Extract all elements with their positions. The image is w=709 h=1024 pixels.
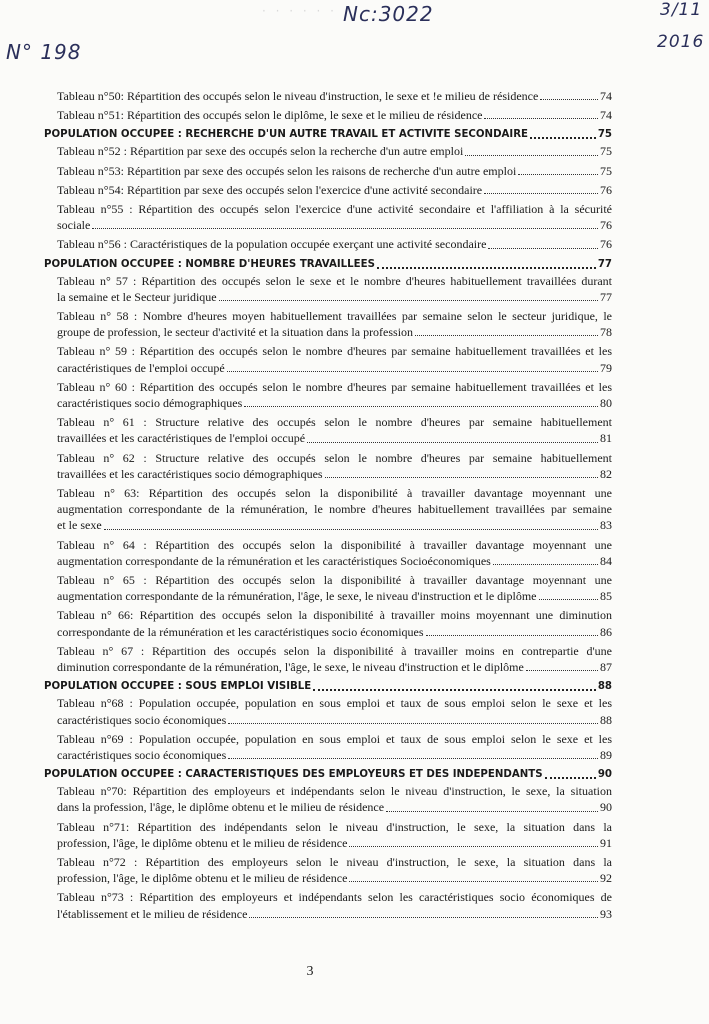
entry-text: caractéristiques socio économiques (57, 712, 227, 727)
entry-page: 80 (600, 396, 612, 411)
entry-page: 91 (600, 835, 612, 850)
toc-entry[interactable] (57, 450, 612, 482)
entry-line: Tableau n° 60 : Répartition des occupés selon le nombre d'heures par semaine habituellement travaillées et les (57, 379, 612, 394)
entry-last-line (57, 217, 612, 233)
entry-text: dans la profession, l'âge, le diplôme obtenu et le milieu de résidence (57, 800, 385, 815)
entry-text: augmentation correspondante de la rémunération et les caractéristiques Socioéconomiques (57, 553, 491, 568)
section-heading (44, 768, 612, 782)
handwritten-year: 2016 (657, 32, 705, 52)
entry-text: Tableau n°54: Répartition par sexe des occupés selon l'exercice d'une activité secondaire (57, 182, 483, 197)
entry-page: 92 (600, 871, 612, 886)
entry-page: 78 (600, 325, 612, 340)
entry-text: Tableau n°50: Répartition des occupés selon le niveau d'instruction, le sexe et !e milieu de résidence (57, 89, 539, 103)
entry-page: 84 (600, 553, 612, 568)
entry-last-line (57, 712, 612, 728)
entry-text: l'établissement et le milieu de résidence (57, 906, 248, 921)
dot-leader (244, 406, 598, 407)
entry-text: travaillées et les caractéristiques de l'emploi occupé (57, 431, 306, 446)
section-heading (44, 128, 612, 142)
section-title: POPULATION OCCUPEE : NOMBRE D'HEURES TRAVAILLEES (44, 258, 375, 270)
entry-text: groupe de profession, le secteur d'activité et la situation dans la profession (57, 325, 414, 340)
page-number: 3 (306, 964, 314, 979)
entry-text: profession, l'âge, le diplôme obtenu et le milieu de résidence (57, 835, 348, 850)
entry-text: profession, l'âge, le diplôme obtenu et le milieu de résidence (57, 871, 348, 886)
toc-entry[interactable] (57, 182, 612, 198)
entry-page: 76 (600, 182, 612, 197)
entry-text: travaillées et les caractéristiques socio démographiques (57, 466, 323, 481)
toc-entry[interactable] (57, 201, 612, 233)
toc-entry[interactable] (57, 695, 612, 727)
dot-leader (545, 777, 596, 779)
entry-line: Tableau n° 63: Répartition des occupés selon la disponibilité à travailler davantage moyennant une (57, 486, 612, 501)
section-page: 88 (597, 681, 612, 693)
toc-entry[interactable] (57, 643, 612, 675)
entry-last-line (57, 517, 612, 533)
toc-entry[interactable] (57, 143, 612, 159)
entry-line: Tableau n° 58 : Nombre d'heures moyen habituellement travaillées par semaine selon le secteur juridique, le (57, 309, 612, 324)
dot-leader (465, 155, 598, 156)
entry-line: Tableau n° 59 : Répartition des occupés selon le nombre d'heures par semaine habituellement travaillées et les (57, 344, 612, 359)
entry-page: 74 (600, 89, 612, 103)
entry-last-line (57, 906, 612, 922)
entry-text: Tableau n°56 : Caractéristiques de la population occupée exerçant une activité secondaire (57, 237, 487, 252)
handwritten-page-ref: 3/11 (660, 0, 703, 20)
dot-leader (377, 267, 596, 269)
section-page: 75 (597, 129, 612, 141)
toc-entry[interactable] (57, 607, 612, 639)
dot-leader (415, 335, 598, 336)
table-of-contents (44, 88, 612, 925)
toc-entry[interactable] (57, 379, 612, 411)
entry-page: 85 (600, 589, 612, 604)
section-page: 90 (597, 769, 612, 781)
entry-text: Tableau n°52 : Répartition par sexe des occupés selon la recherche d'un autre emploi (57, 144, 464, 159)
dot-leader (488, 248, 598, 249)
dot-leader (484, 118, 598, 119)
entry-page: 76 (600, 237, 612, 252)
entry-text: la semaine et le Secteur juridique (57, 289, 217, 304)
entry-text: diminution correspondante de la rémunération, l'âge, le sexe, le niveau d'instruction et le diplôme (57, 660, 524, 675)
dot-leader (526, 670, 598, 671)
entry-text: caractéristiques socio démographiques (57, 396, 243, 411)
dot-leader (530, 137, 596, 139)
entry-line: Tableau n°68 : Population occupée, population en sous emploi et taux de sous emploi selon le sexe et les (57, 696, 612, 711)
dot-leader (325, 477, 598, 478)
entry-last-line (57, 360, 612, 376)
entry-page: 75 (600, 144, 612, 159)
dot-leader (219, 300, 598, 301)
toc-entry[interactable] (57, 308, 612, 340)
entry-last-line (57, 659, 612, 675)
entry-line: Tableau n°71: Répartition des indépendants selon le niveau d'instruction, le sexe, la situation dans la (57, 819, 612, 834)
toc-entry[interactable] (57, 107, 612, 123)
entry-text: Tableau n°53: Répartition par sexe des occupés selon les raisons de recherche d'un autre emploi (57, 163, 517, 178)
entry-last-line (57, 324, 612, 340)
entry-line: Tableau n°70: Répartition des employeurs et indépendants selon le niveau d'instruction, le sexe, la situation (57, 784, 612, 799)
entry-last-line (57, 747, 612, 763)
toc-entry[interactable] (57, 88, 612, 104)
entry-page: 81 (600, 431, 612, 446)
entry-last-line (57, 430, 612, 446)
section-heading (44, 680, 612, 694)
entry-page: 93 (600, 906, 612, 921)
entry-text: correspondante de la rémunération et les caractéristiques socio économiques (57, 624, 424, 639)
toc-entry[interactable] (57, 783, 612, 815)
handwritten-code: Nc:3022 (343, 2, 434, 26)
section-heading (44, 258, 612, 272)
dot-leader (249, 917, 598, 918)
toc-entry[interactable] (57, 163, 612, 179)
toc-entry[interactable] (57, 854, 612, 886)
entry-page: 79 (600, 360, 612, 375)
entry-text: et le sexe (57, 518, 102, 533)
entry-line: Tableau n° 65 : Répartition des occupés selon la disponibilité à travailler davantage moyennant une (57, 573, 612, 588)
toc-entry[interactable] (57, 343, 612, 375)
entry-line: Tableau n°55 : Répartition des occupés selon l'exercice d'une activité secondaire et l'affiliation à la sécurité (57, 202, 612, 217)
dot-leader (493, 564, 598, 565)
entry-last-line (57, 395, 612, 411)
entry-page: 74 (600, 108, 612, 123)
entry-line: Tableau n° 64 : Répartition des occupés selon la disponibilité à travailler davantage moyennant une (57, 537, 612, 552)
section-title: POPULATION OCCUPEE : SOUS EMPLOI VISIBLE (44, 681, 312, 693)
toc-entry[interactable] (57, 485, 612, 534)
section-title: POPULATION OCCUPEE : RECHERCHE D'UN AUTRE TRAVAIL ET ACTIVITE SECONDAIRE (44, 129, 529, 141)
entry-line: augmentation correspondante de la rémunération, le nombre d'heures habituellement travaillées par semaine (57, 502, 612, 517)
dot-leader (426, 635, 598, 636)
entry-line: Tableau n° 62 : Structure relative des occupés selon le nombre d'heures par semaine habituellement (57, 450, 612, 465)
dot-leader (349, 846, 598, 847)
entry-last-line (57, 466, 612, 482)
toc-entry[interactable] (57, 731, 612, 763)
toc-entry[interactable] (57, 273, 612, 305)
dot-leader (104, 529, 598, 530)
toc-entry[interactable] (57, 537, 612, 569)
handwritten-doc-number: N° 198 (6, 40, 82, 64)
dot-leader (540, 99, 598, 100)
dot-leader (92, 228, 598, 229)
entry-last-line (57, 553, 612, 569)
entry-text: caractéristiques de l'emploi occupé (57, 360, 225, 375)
entry-last-line (57, 289, 612, 305)
entry-last-line (57, 835, 612, 851)
entry-text: Tableau n°51: Répartition des occupés selon le diplôme, le sexe et le milieu de résidence (57, 108, 483, 123)
dot-leader (518, 174, 598, 175)
toc-entry[interactable] (57, 572, 612, 604)
entry-last-line (57, 799, 612, 815)
dot-leader (227, 371, 598, 372)
entry-page: 76 (600, 218, 612, 233)
entry-last-line (57, 624, 612, 640)
dot-leader (349, 881, 598, 882)
dot-leader (313, 689, 596, 691)
entry-page: 90 (600, 800, 612, 815)
entry-last-line (57, 870, 612, 886)
entry-text: sociale (57, 218, 91, 233)
entry-line: Tableau n°69 : Population occupée, population en sous emploi et taux de sous emploi selon le sexe et les (57, 731, 612, 746)
entry-text: augmentation correspondante de la rémunération, l'âge, le sexe, le niveau d'instruction et le diplôme (57, 589, 537, 604)
dot-leader (228, 723, 598, 724)
entry-page: 87 (600, 660, 612, 675)
toc-entry[interactable] (57, 889, 612, 921)
entry-line: Tableau n° 66: Répartition des occupés selon la disponibilité à travailler moins moyennant une diminution (57, 608, 612, 623)
dot-leader (539, 599, 599, 600)
entry-page: 82 (600, 466, 612, 481)
entry-line: Tableau n°73 : Répartition des employeurs et indépendants selon les caractéristiques socio économiques de (57, 890, 612, 905)
entry-page: 75 (600, 163, 612, 178)
section-title: POPULATION OCCUPEE : CARACTERISTIQUES DES EMPLOYEURS ET DES INDEPENDANTS (44, 769, 543, 781)
entry-line: Tableau n° 67 : Répartition des occupés selon la disponibilité à travailler moins en contrepartie d'une (57, 643, 612, 658)
entry-page: 83 (600, 518, 612, 533)
dot-leader (228, 758, 598, 759)
faint-stamp: · · · · · · (262, 4, 337, 18)
entry-text: caractéristiques socio économiques (57, 747, 227, 762)
entry-page: 77 (600, 289, 612, 304)
toc-entry[interactable] (57, 819, 612, 851)
entry-line: Tableau n° 61 : Structure relative des occupés selon le nombre d'heures par semaine habituellement (57, 415, 612, 430)
toc-entry[interactable] (57, 236, 612, 252)
entry-line: Tableau n° 57 : Répartition des occupés selon le sexe et le nombre d'heures habituellement travaillées durant (57, 273, 612, 288)
entry-page: 86 (600, 624, 612, 639)
dot-leader (386, 811, 598, 812)
section-page: 77 (597, 258, 612, 270)
entry-page: 89 (600, 747, 612, 762)
dot-leader (484, 193, 598, 194)
dot-leader (307, 442, 598, 443)
entry-last-line (57, 588, 612, 604)
entry-line: Tableau n°72 : Répartition des employeurs selon le niveau d'instruction, le sexe, la situation dans la (57, 854, 612, 869)
toc-entry[interactable] (57, 414, 612, 446)
entry-page: 88 (600, 712, 612, 727)
